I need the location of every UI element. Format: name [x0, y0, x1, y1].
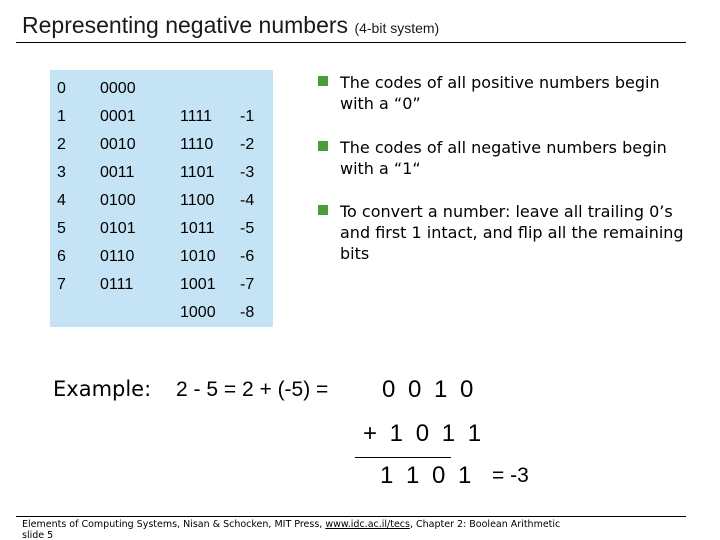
square-bullet-icon: [318, 205, 328, 215]
decimal-cell: 1: [57, 108, 66, 125]
example-operand-2: + 1 0 1 1: [363, 420, 485, 447]
decimal-cell: 5: [57, 220, 66, 237]
decimal-cell: 7: [57, 276, 66, 293]
encoding-table: [50, 70, 273, 327]
example-sum: 1 1 0 1: [380, 462, 475, 489]
negative-decimal-cell: -6: [240, 248, 255, 265]
example-result: = -3: [492, 464, 529, 487]
negative-binary-cell: 1111: [180, 108, 213, 125]
negative-binary-cell: 1100: [180, 192, 215, 209]
square-bullet-icon: [318, 141, 328, 151]
binary-cell: 0101: [100, 220, 136, 237]
footer-chapter: , Chapter 2: Boolean Arithmetic: [409, 519, 561, 530]
decimal-cell: 6: [57, 248, 66, 265]
example-label: Example:: [53, 377, 152, 401]
slide-title: [22, 12, 439, 39]
title-subtitle: (4-bit system): [354, 20, 440, 36]
bullet-text: To convert a number: leave all trailing 0’s and first 1 intact, and flip all the remaining bits: [340, 202, 684, 263]
negative-decimal-cell: -3: [240, 164, 255, 181]
negative-binary-cell: 1011: [180, 220, 215, 237]
decimal-cell: 2: [57, 136, 66, 153]
footer: [22, 519, 702, 539]
binary-cell: 0001: [100, 108, 136, 125]
example-operand-1: 0 0 1 0: [382, 376, 477, 403]
binary-cell: 0111: [100, 276, 134, 293]
binary-cell: 0011: [100, 164, 135, 181]
decimal-cell: 3: [57, 164, 66, 181]
negative-decimal-cell: -5: [240, 220, 255, 237]
binary-cell: 0000: [100, 80, 136, 97]
bullet-text: The codes of all negative numbers begin with a “1“: [340, 138, 667, 178]
negative-decimal-cell: -2: [240, 136, 255, 153]
decimal-cell: 4: [57, 192, 66, 209]
negative-binary-cell: 1000: [180, 304, 216, 321]
footer-text: Elements of Computing Systems, Nisan & Schocken, MIT Press,: [22, 519, 323, 530]
example-equation: 2 - 5 = 2 + (-5) =: [176, 378, 329, 401]
title-main: Representing negative numbers: [22, 12, 349, 38]
binary-cell: 0100: [100, 192, 136, 209]
decimal-cell: 0: [57, 80, 66, 97]
negative-binary-cell: 1001: [180, 276, 216, 293]
binary-cell: 0110: [100, 248, 135, 265]
square-bullet-icon: [318, 76, 328, 86]
footer-rule: [16, 516, 686, 517]
sum-line: [355, 457, 451, 458]
negative-decimal-cell: -7: [240, 276, 255, 293]
slide-number: slide 5: [22, 530, 54, 539]
negative-binary-cell: 1101: [180, 164, 215, 181]
title-underline: [16, 42, 686, 43]
footer-link[interactable]: www.idc.ac.il/tecs: [325, 519, 410, 530]
negative-decimal-cell: -1: [240, 108, 255, 125]
negative-binary-cell: 1110: [180, 136, 214, 153]
bullet-text: The codes of all positive numbers begin with a “0”: [340, 73, 660, 113]
negative-decimal-cell: -4: [240, 192, 255, 209]
negative-decimal-cell: -8: [240, 304, 255, 321]
binary-cell: 0010: [100, 136, 136, 153]
negative-binary-cell: 1010: [180, 248, 216, 265]
